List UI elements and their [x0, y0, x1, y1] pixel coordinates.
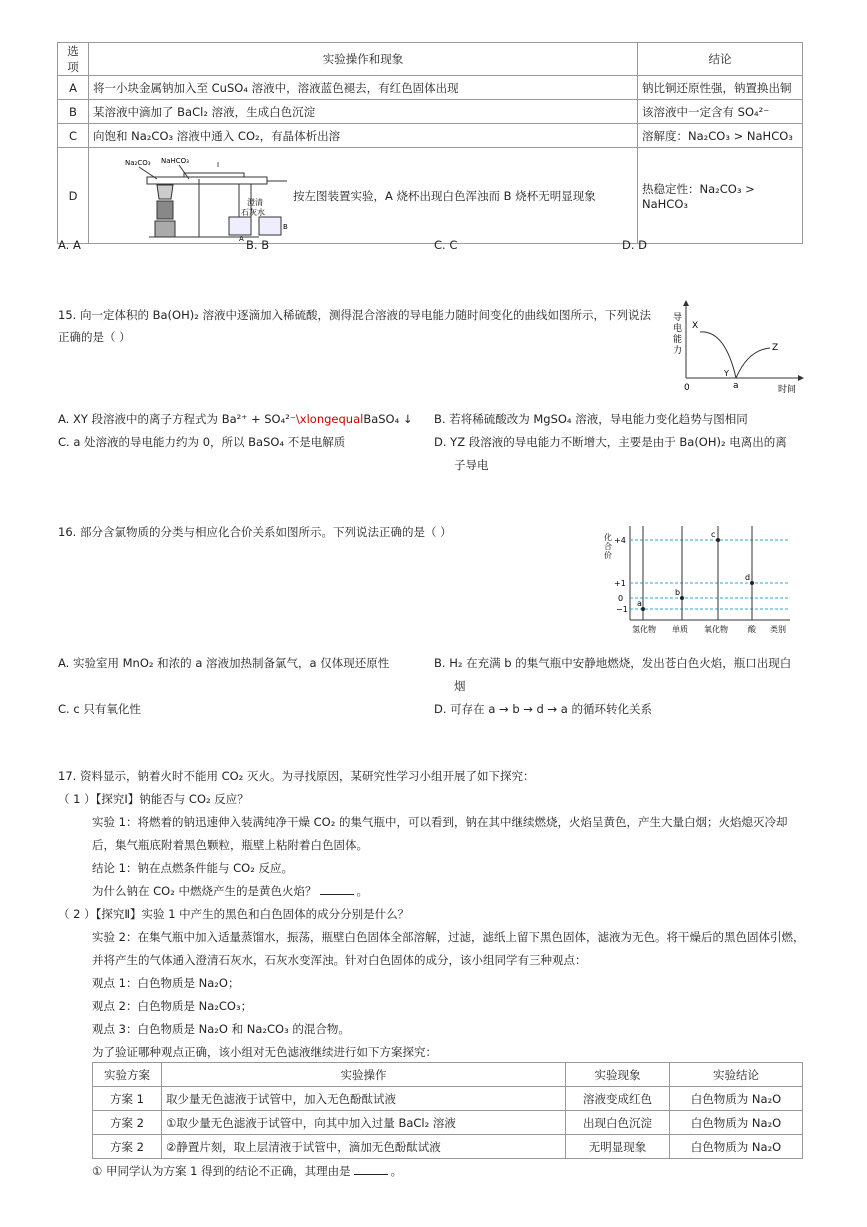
label-i: I [217, 160, 220, 169]
beaker-a [229, 217, 251, 235]
point-x: X [692, 321, 699, 331]
q14-choice-b[interactable]: B. B [246, 238, 270, 252]
row-c-operation: 向饱和 Na₂CO₃ 溶液中通入 CO₂，有晶体析出溶 [89, 124, 638, 148]
point-b-label: b [675, 588, 681, 597]
q15-option-c[interactable]: C. a 处溶液的导电能力约为 0，所以 BaSO₄ 不是电解质 [58, 435, 346, 449]
point-a: a [733, 381, 739, 391]
scheme-2a-operation: ①取少量无色滤液于试管中，向其中加入过量 BaCl₂ 溶液 [162, 1111, 566, 1135]
q17-final-question: ① 甲同学认为方案 1 得到的结论不正确，其理由是 。 [92, 1164, 403, 1178]
q17-view3: 观点 3：白色物质是 Na₂O 和 Na₂CO₃ 的混合物。 [92, 1022, 350, 1036]
q17-view2: 观点 2：白色物质是 Na₂CO₃； [92, 999, 253, 1013]
scheme-2b-phenomenon: 无明显现象 [566, 1135, 670, 1159]
point-b [680, 596, 684, 600]
point-y: Y [724, 369, 729, 378]
ylabel-4: 力 [673, 346, 683, 356]
point-d [750, 581, 754, 585]
row-d-operation-cell [89, 148, 638, 244]
q15-option-a-text: A. XY 段溶液中的离子方程式为 Ba²⁺ + SO₄²⁻ [58, 412, 296, 426]
xlabel-category: 类别 [770, 625, 786, 634]
ytick-plus1: +1 [614, 579, 626, 588]
row-b-option: B [58, 100, 89, 124]
q16-option-d[interactable]: D. 可存在 a → b → d → a 的循环转化关系 [434, 702, 653, 716]
xcat-oxide: 氧化物 [704, 625, 728, 634]
curve-xy [700, 332, 736, 378]
header-scheme: 实验方案 [93, 1063, 162, 1087]
q17-question-text: 为什么钠在 CO₂ 中燃烧产生的是黄色火焰？ [92, 884, 317, 898]
q17-part2: （ 2 ）【探究Ⅱ】实验 1 中产生的黑色和白色固体的成分分别是什么？ [58, 907, 410, 921]
scheme-2a-name: 方案 2 [93, 1111, 162, 1135]
scheme-1-phenomenon: 溶液变成红色 [566, 1087, 670, 1111]
ytick-minus1: −1 [616, 605, 628, 614]
q15-option-d-2: 子导电 [454, 458, 489, 472]
label-nahco3: NaHCO₃ [161, 156, 189, 165]
row-a-conclusion: 钠比铜还原性强，钠置换出铜 [638, 76, 803, 100]
label-limewater-1: 澄清 [247, 197, 263, 207]
point-c [716, 538, 720, 542]
header-conclusion: 实验结论 [670, 1063, 803, 1087]
q17-exp2-line2: 并将产生的气体通入澄清石灰水，石灰水变浑浊。针对白色固体的成分，该小组同学有三种观点： [92, 953, 587, 967]
q14-choices [58, 238, 810, 252]
row-c-option: C [58, 124, 89, 148]
scheme-2b-conclusion: 白色物质为 Na₂O [670, 1135, 803, 1159]
burner-base [157, 201, 173, 219]
q15-conductivity-graph [670, 300, 810, 395]
q17-view1: 观点 1：白色物质是 Na₂O； [92, 976, 240, 990]
scheme-2a-phenomenon: 出现白色沉淀 [566, 1111, 670, 1135]
header-option: 选项 [58, 43, 89, 76]
origin: 0 [684, 383, 690, 393]
q17-question-yellow-flame: 为什么钠在 CO₂ 中燃烧产生的是黄色火焰？ 。 [92, 884, 369, 898]
row-a-operation: 将一小块金属钠加入至 CuSO₄ 溶液中，溶液蓝色褪去，有红色固体出现 [89, 76, 638, 100]
q16-chlorine-valence-graph [600, 522, 800, 637]
q16-stem: 16. 部分含氯物质的分类与相应化合价关系如图所示。下列说法正确的是（ ） [58, 525, 452, 539]
xcat-element: 单质 [672, 625, 688, 634]
xlabel-time: 时间 [778, 385, 797, 395]
q15-option-a[interactable] [58, 411, 413, 427]
row-a-option: A [58, 76, 89, 100]
label-b: B [283, 222, 288, 231]
point-z: Z [772, 343, 779, 353]
point-c-label: c [711, 530, 716, 539]
ylabel-2: 合 [604, 542, 612, 551]
scheme-2a-conclusion: 白色物质为 Na₂O [670, 1111, 803, 1135]
ylabel-1: 化 [604, 533, 612, 542]
row-d-option: D [58, 148, 89, 244]
q17-exp1-line2: 后，集气瓶底附着黑色颗粒，瓶壁上粘附着白色固体。 [92, 838, 368, 852]
label-na2co3: Na₂CO₃ [125, 158, 151, 167]
header-operation: 实验操作和现象 [89, 43, 638, 76]
q17-part1: （ 1 ）【探究Ⅰ】钠能否与 CO₂ 反应？ [58, 792, 249, 806]
q17-exp1-line1: 实验 1：将燃着的钠迅速伸入装满纯净干燥 CO₂ 的集气瓶中，可以看到，钠在其中继续燃烧，火焰呈黄色，产生大量白烟；火焰熄灭冷却 [92, 815, 788, 829]
q15-option-a-red: \xlongequal [295, 412, 364, 426]
q17-final-question-text: ① 甲同学认为方案 1 得到的结论不正确，其理由是 [92, 1164, 351, 1178]
ytick-zero: 0 [618, 594, 624, 603]
q16-option-c[interactable]: C. c 只有氧化性 [58, 702, 141, 716]
scheme-1-operation: 取少量无色滤液于试管中，加入无色酚酞试液 [162, 1087, 566, 1111]
alcohol-lamp-flame [157, 185, 173, 199]
header-phenomenon: 实验现象 [566, 1063, 670, 1087]
q17-scheme-table [92, 1062, 803, 1159]
row-d-conclusion: 热稳定性：Na₂CO₃ > NaHCO₃ [638, 148, 803, 244]
q16-option-b-1[interactable]: B. H₂ 在充满 b 的集气瓶中安静地燃烧，发出苍白色火焰，瓶口出现白 [434, 656, 792, 670]
beaker-b [259, 217, 281, 235]
answer-blank-2[interactable] [354, 1164, 388, 1175]
q15-stem-1: 15. 向一定体积的 Ba(OH)₂ 溶液中逐滴加入稀硫酸，测得混合溶液的导电能力随时间变化的曲线如图所示，下列说法 [58, 308, 651, 322]
point-d-label: d [745, 573, 751, 582]
header-conclusion: 结论 [638, 43, 803, 76]
ylabel-2: 电 [673, 324, 683, 334]
q15-option-b[interactable]: B. 若将稀硫酸改为 MgSO₄ 溶液，导电能力变化趋势与图相同 [434, 412, 748, 426]
heating-apparatus-diagram [89, 149, 289, 243]
row-b-operation: 某溶液中滴加了 BaCl₂ 溶液，生成白色沉淀 [89, 100, 638, 124]
q14-choice-a[interactable]: A. A [58, 238, 81, 252]
ylabel-3: 价 [604, 551, 612, 560]
q14-table [57, 42, 803, 244]
label-a: A [239, 234, 244, 243]
q15-stem-2: 正确的是（ ） [58, 330, 131, 344]
scheme-2b-name: 方案 2 [93, 1135, 162, 1159]
q17-exp2-line1: 实验 2：在集气瓶中加入适量蒸馏水，振荡，瓶壁白色固体全部溶解，过滤，滤纸上留下黑色固体，滤液为无色。将干燥后的黑色固体引燃， [92, 930, 805, 944]
row-c-conclusion: 溶解度：Na₂CO₃ > NaHCO₃ [638, 124, 803, 148]
ylabel-1: 导 [673, 313, 683, 323]
ylabel-3: 能 [673, 335, 683, 345]
scheme-1-conclusion: 白色物质为 Na₂O [670, 1087, 803, 1111]
q17-verify-intro: 为了验证哪种观点正确，该小组对无色滤液继续进行如下方案探究： [92, 1045, 437, 1059]
q16-option-b-2: 烟 [454, 679, 466, 693]
xcat-acid: 酸 [748, 625, 756, 634]
scheme-1-name: 方案 1 [93, 1087, 162, 1111]
label-limewater-2: 石灰水 [241, 207, 265, 217]
scheme-2b-operation: ②静置片刻，取上层清液于试管中，滴加无色酚酞试液 [162, 1135, 566, 1159]
q15-option-d-1[interactable]: D. YZ 段溶液的导电能力不断增大，主要是由于 Ba(OH)₂ 电离出的离 [434, 435, 787, 449]
q17-conclusion1: 结论 1：钠在点燃条件能与 CO₂ 反应。 [92, 861, 293, 875]
xcat-hydride: 氢化物 [632, 625, 656, 634]
header-operation: 实验操作 [162, 1063, 566, 1087]
q14-choice-d[interactable]: D. D [622, 238, 648, 252]
ytick-plus4: +4 [614, 536, 626, 545]
q14-choice-c[interactable]: C. C [434, 238, 458, 252]
outer-tube [147, 177, 267, 184]
row-b-conclusion: 该溶液中一定含有 SO₄²⁻ [638, 100, 803, 124]
q16-option-a[interactable]: A. 实验室用 MnO₂ 和浓的 a 溶液加热制备氯气，a 仅体现还原性 [58, 656, 390, 670]
point-a-label: a [637, 599, 642, 608]
curve-yz [736, 348, 770, 378]
answer-blank-1[interactable] [320, 884, 354, 895]
q17-stem: 17. 资料显示，钠着火时不能用 CO₂ 灭火。为寻找原因，某研究性学习小组开展了如下探究： [58, 769, 535, 783]
row-d-operation: 按左图装置实验，A 烧杯出现白色浑浊而 B 烧杯无明显现象 [293, 188, 596, 203]
q15-option-a-tail: BaSO₄ ↓ [363, 412, 413, 426]
